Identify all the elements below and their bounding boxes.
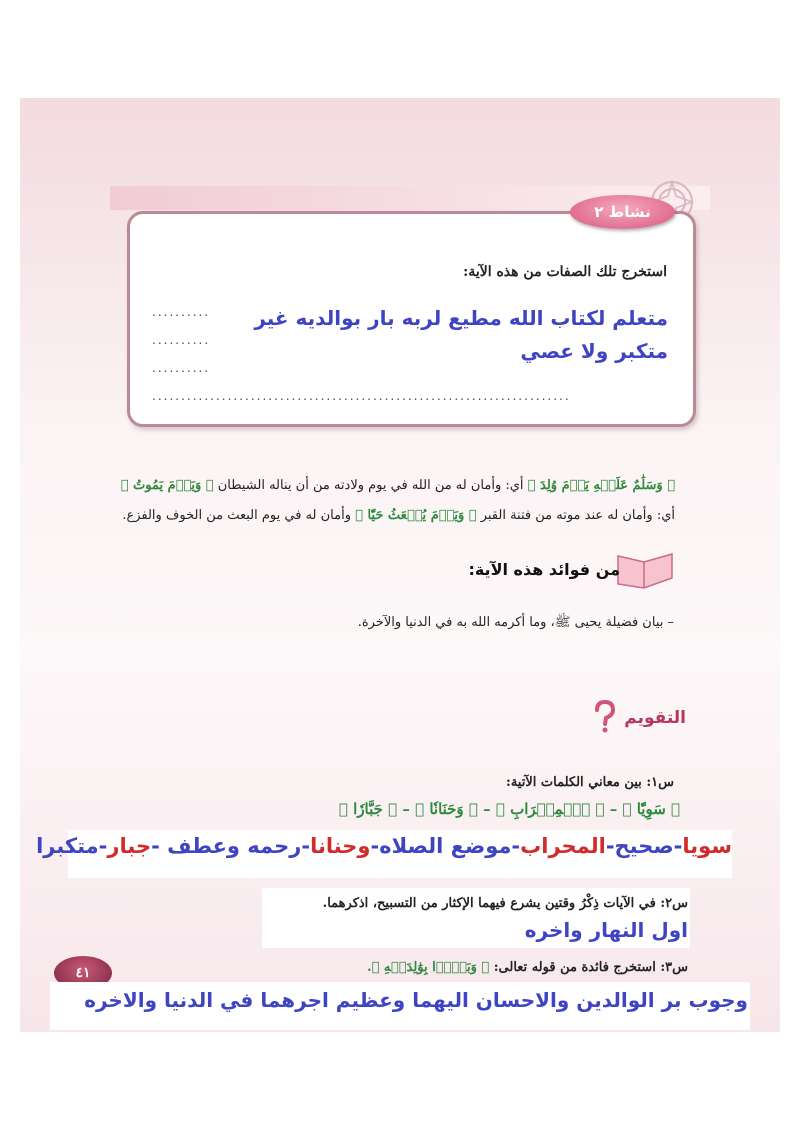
evaluation-heading: التقويم xyxy=(624,708,686,728)
answer-line-2: متكبر ولا عصي xyxy=(520,339,668,363)
answer-1-segment: وحنانا xyxy=(310,834,371,858)
question-1-words: ﴿ سَوِيّٗا ﴾ – ﴿ ٱلۡمِحۡرَابِ ﴾ – ﴿ وَحَنَانٗا ﴾ – ﴿ جَبَّارٗا ﴾ xyxy=(338,800,680,818)
dotted-line: .......... xyxy=(152,305,211,319)
quran-quote: ﴿ وَيَوۡمَ يُبۡعَثُ حَيّٗا ﴾ xyxy=(355,508,477,523)
benefits-heading: من فوائد هذه الآية: xyxy=(468,560,620,579)
dotted-line: .......... xyxy=(152,361,211,375)
question-mark-icon xyxy=(592,700,618,734)
dotted-line-long: ........................................................................ xyxy=(152,389,571,403)
question-1: س١: بين معاني الكلمات الآتية: xyxy=(506,775,674,790)
quran-quote: ﴿ وَبَرَّۢا بِوَٰلِدَيۡهِ ﴾. xyxy=(367,960,490,975)
answer-1-segment: -صحيح- xyxy=(605,834,683,858)
answer-2: اول النهار واخره xyxy=(524,918,688,942)
verse-text: وأمان له في يوم البعث من الخوف والفزع. xyxy=(122,508,356,523)
benefit-item: – بيان فضيلة يحيى ﷺ، وما أكرمه الله به في الدنيا والآخرة. xyxy=(357,615,674,630)
answer-3: وجوب بر الوالدين والاحسان اليهما وعظيم اجرهما في الدنيا والاخره xyxy=(84,988,748,1012)
answer-1-segment: -موضع الصلاه- xyxy=(370,834,521,858)
question-3-text: س٣: استخرج فائدة من قوله تعالى: xyxy=(493,960,688,975)
verse-explanation-line-2 xyxy=(115,504,675,528)
verse-text: أي: وأمان له عند موته من فتنة القبر xyxy=(476,508,675,523)
activity-instruction: استخرج تلك الصفات من هذه الآية: xyxy=(463,264,667,280)
verse-explanation-line-1 xyxy=(115,474,675,498)
book-icon xyxy=(614,548,676,592)
answer-1-segment: -متكبرا xyxy=(36,834,108,858)
page-number: ٤١ xyxy=(54,956,112,990)
question-3 xyxy=(367,960,688,975)
answer-1-segment: -رحمه وعطف - xyxy=(151,834,311,858)
question-2: س٢: في الآيات ذِكْرُ وقتين يشرع فيهما الإكثار من التسبيح، اذكرهما. xyxy=(322,896,688,911)
answer-1-segment: المحراب xyxy=(520,834,606,858)
answer-1-segment: جبار xyxy=(107,834,152,858)
activity-badge: نشاط ٢ xyxy=(570,195,675,229)
activity-answer xyxy=(248,302,668,368)
answer-line-1: متعلم لكتاب الله مطيع لربه بار بوالديه غير xyxy=(254,306,668,330)
quran-quote: ﴿ وَسَلَٰمٌ عَلَيۡهِ يَوۡمَ وُلِدَ ﴾ xyxy=(527,478,675,493)
answer-1 xyxy=(36,834,732,858)
quran-quote: ﴿ وَيَوۡمَ يَمُوتُ ﴾ xyxy=(120,478,214,493)
dotted-line: .......... xyxy=(152,333,211,347)
verse-text: أي: وأمان له من الله في يوم ولادته من أن يناله الشيطان xyxy=(213,478,528,493)
answer-1-segment: سويا xyxy=(682,834,732,858)
